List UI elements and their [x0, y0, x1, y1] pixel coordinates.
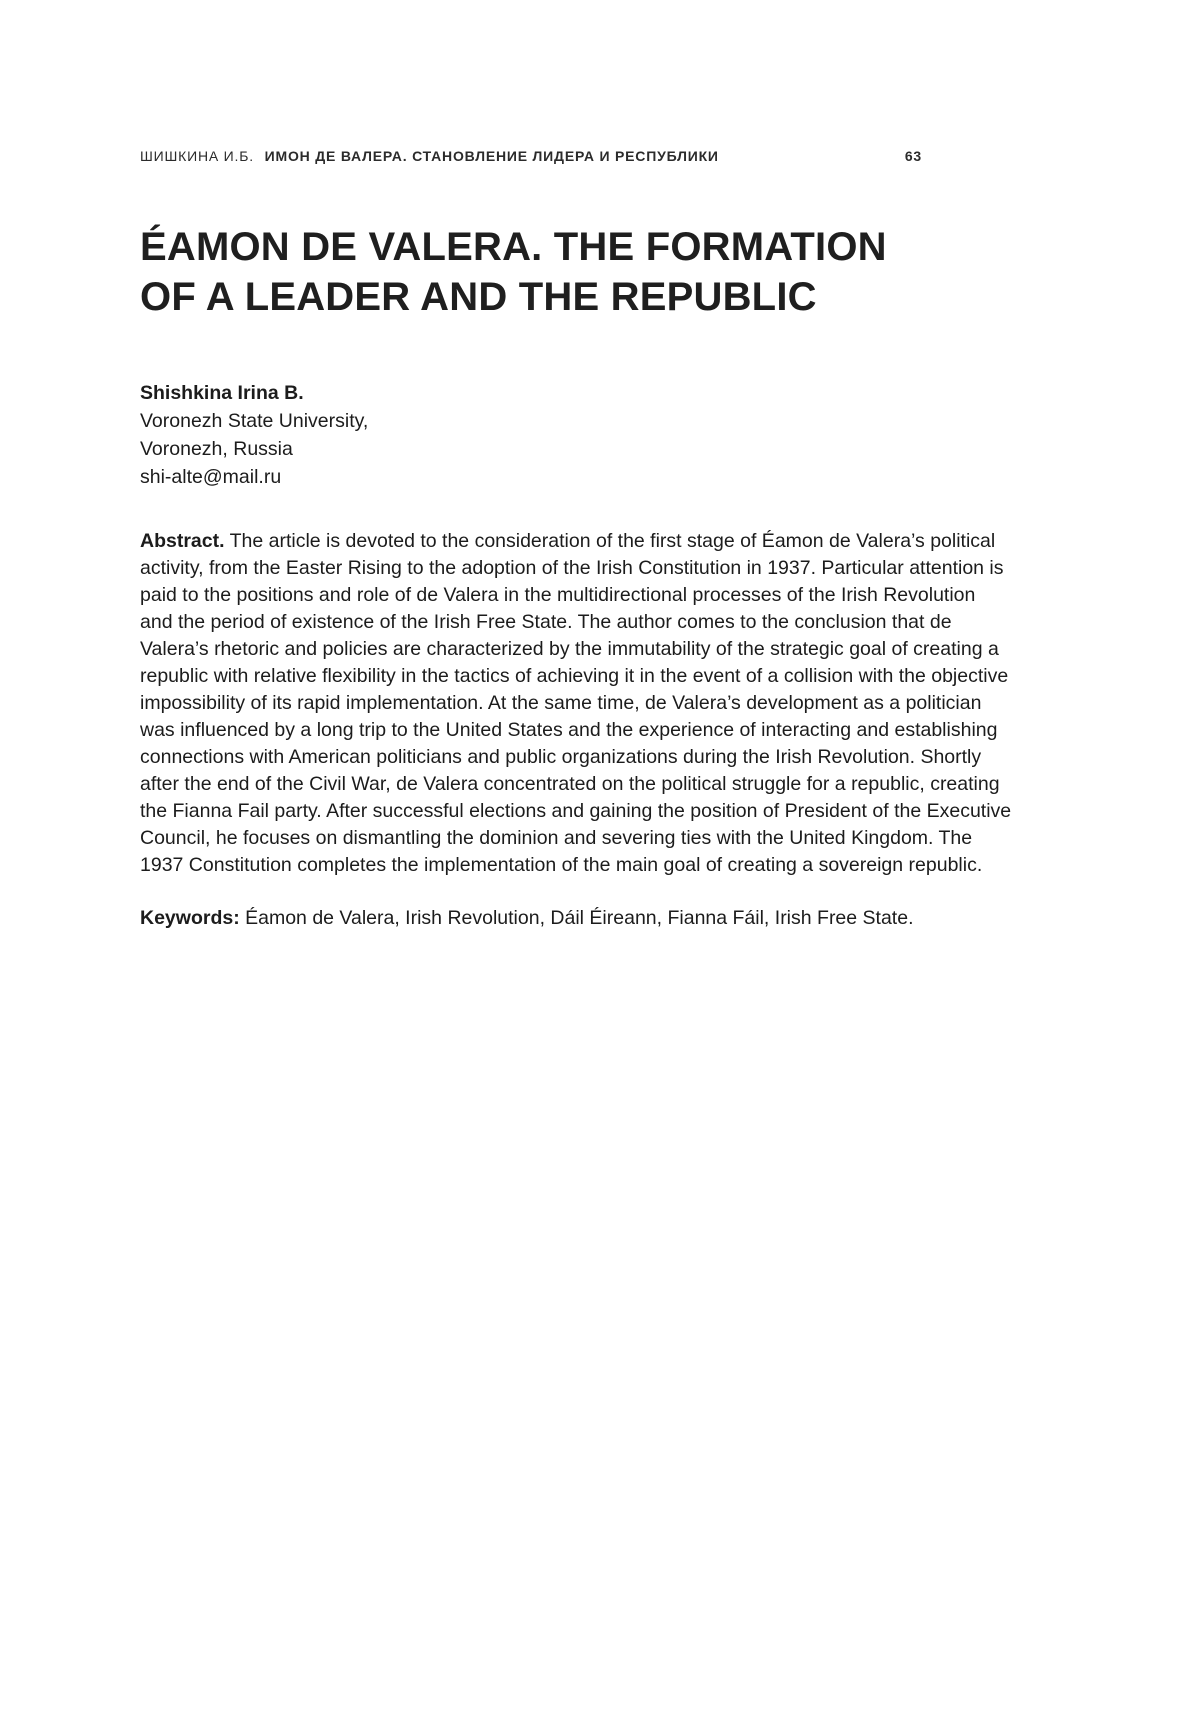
author-email: shi-alte@mail.ru: [140, 465, 282, 488]
running-header-text: [140, 148, 719, 164]
keywords-text: Éamon de Valera, Irish Revolution, Dáil Éireann, Fianna Fáil, Irish Free State.: [239, 906, 914, 929]
article-title-line1: ÉAMON DE VALERA. THE FORMATION: [140, 225, 887, 269]
author-block: [140, 379, 1012, 491]
author-affiliation: Voronezh State University,: [140, 409, 369, 432]
abstract-text: The article is devoted to the consideration of the first stage of Éamon de Valera’s political activity, from the Easter Rising to the adoption of the Irish Constitution in 1937. Particular attention is paid to the positions and role of de Valera in the multidirectional processes of the Irish Revolution and the period of existence of the Irish Free State. The author comes to the conclusion that de Valera’s rhetoric and policies are characterized by the immutability of the strategic goal of creating a republic with relative flexibility in the tactics of achieving it in the event of a collision with the objective impossibility of its rapid implementation. At the same time, de Valera’s development as a politician was influenced by a long trip to the United States and the experience of interacting and establishing connections with American politicians and public organizations during the Irish Revolution. Shortly after the end of the Civil War, de Valera concentrated on the political struggle for a republic, creating the Fianna Fail party. After successful elections and gaining the position of President of the Executive Council, he focuses on dismantling the dominion and severing ties with the United Kingdom. The 1937 Constitution completes the implementation of the main goal of creating a sovereign republic.: [140, 529, 1012, 876]
article-title-line2: OF A LEADER AND THE REPUBLIC: [140, 275, 817, 320]
abstract-label: Abstract.: [140, 529, 225, 552]
abstract-paragraph: [140, 528, 1012, 879]
page-content: [140, 148, 1012, 932]
author-city: Voronezh, Russia: [140, 437, 293, 460]
running-header-title: ИМОН ДЕ ВАЛЕРА. СТАНОВЛЕНИЕ ЛИДЕРА И РЕСПУБЛИКИ: [264, 148, 719, 164]
running-header: [140, 148, 922, 164]
keywords-paragraph: [140, 905, 1012, 932]
article-title: [140, 222, 1012, 323]
keywords-label: Keywords:: [140, 906, 240, 929]
author-name: Shishkina Irina B.: [140, 381, 304, 404]
page-number: 63: [904, 148, 922, 164]
running-header-author: ШИШКИНА И.Б.: [140, 148, 254, 164]
